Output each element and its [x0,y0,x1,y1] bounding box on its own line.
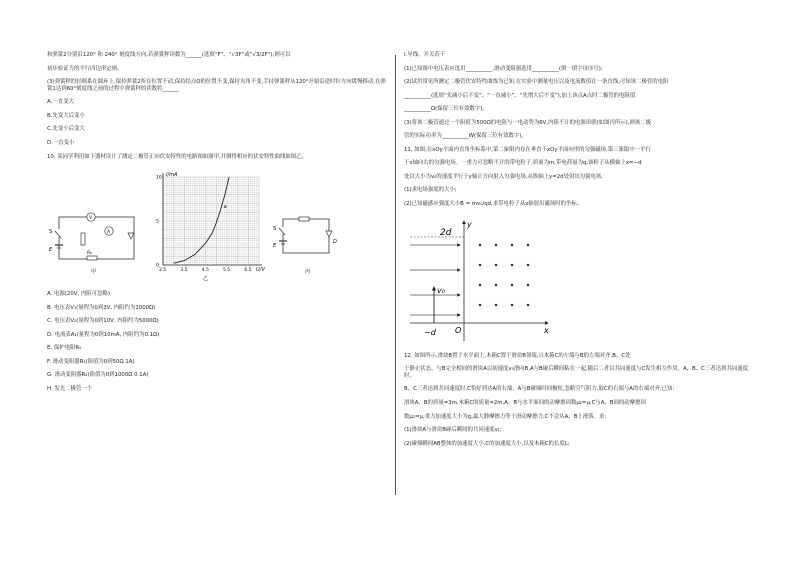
label-d: D [333,239,337,246]
rheostat-symbol [81,233,85,245]
q10-part2-line2: __________(选填“先减小后不变”、“一直减小”、“先增大后不变”),加上该点A点时二极管的电阻值 [404,92,636,99]
y-tick-label: 5 [156,219,159,225]
item-h: H. 发光二极管一个 [47,385,93,392]
q10-figures [47,167,387,285]
label-e-2: E [273,243,277,250]
q10-part2-line1: (2)试用常见所测定二极管伏安特性曲线为已知,在实验中测量电压以及电流数值在一条直线,可知该二极管的电阻 [404,79,669,86]
label-a: A [107,230,111,236]
y-tick-label: 0 [156,263,159,269]
q12-stem-line3: B、C三者达到共同速度时,C恰好到达A的右端。A与B碰撞时间极短,忽略空气阻力,取C的右端与A的右端对齐,已知: [404,386,675,393]
diode-symbol [128,233,134,239]
q10-part1: (1)已知图中电压表应选用__________,滑动变阻器选用__________(填一填字母序号); [404,65,603,72]
label-x: x [544,325,549,335]
iv-chart [149,167,267,283]
electric-field-lines [410,245,460,315]
q11-part2: (2)已知磁感应强度大小B = mv₀/qd,求带电粒子从x轴射出磁场时的坐标。 [404,201,583,208]
right-column [404,52,749,454]
x-tick-label: 5.5 [223,268,231,274]
q12-stem-line1: 12. 如图所示,滑块B置于水平面上,木箱C置于滑块B顶端,且木箱C的左端与B的左端对齐,B、C处 [404,352,631,359]
label-origin: O [455,325,462,335]
label-r0: R₀ [87,251,92,257]
q12-part2: (2)碰撞瞬间AB整体的加速度大小,C的加速度大小,以及木箱C的长度L; [404,440,570,447]
x-tick-label: 3.5 [180,268,188,274]
x-tick-label: 2.5 [159,268,167,274]
q12-part1: (1)滑块A与滑块B碰后瞬间的共同速度v₁; [404,427,502,434]
q10-part2-line3: __________Ω(保留三位有效数字)。 [404,106,488,113]
x-axis-label: U/V [256,267,265,274]
caption-bing: 丙 [305,269,311,276]
option-c: C.先变小后变大 [47,126,85,133]
label-s-2: S [273,226,277,233]
q11-stem-line2: 于x轴向右的匀强电场。一重力可忽略不计的带电粒子,质量为m,带电荷量为q,该粒子从横轴上x=−d [404,160,642,167]
diode-symbol-2 [326,231,332,237]
x-tick-label: 6.5 [244,268,252,274]
label-v0: v₀ [437,285,445,295]
column-divider [395,55,396,495]
option-a: A.一直变大 [47,99,74,106]
q11-stem-line3: 处以大小为v₀的速度平行于y轴正方向射入匀强电场,从纵轴上y=2d处射出匀强电场。 [404,173,607,180]
magnetic-field-dots [479,243,529,305]
caption-jia: 甲 [91,269,97,276]
q9-continuation-line1: 和弹簧2分别沿120° 和 240° 刻度线方向,若弹簧秤读数为______(选填“F”、“√3F”或“√3/2F”),则可以 [47,52,291,58]
caption-yi: 乙 [203,276,209,283]
y-axis-label: I/mA [166,172,178,179]
q10-part3-line1: (3)将该二极管通过一个阻值为500Ω的电阻与一电动势为6V,内阻不计的电源串联(如图丙所示),则该二极 [404,119,652,126]
q9-continuation-line2: 初步验证力的平行四边形定则。 [47,65,123,72]
resistor-symbol-2 [299,217,309,221]
q10-stem: 10. 某同学利用如下器材设计了测定二极管正向伏安特性的电路图如图甲,并测得相应的伏安特性曲线如图乙。 [47,153,307,160]
item-f: F. 滑动变阻器R₁(阻值为0到50Ω 1A) [47,358,135,365]
item-d: D. 电流表A₁(量程为0到10mA, 内阻约为0.1Ω) [47,331,160,338]
y-tick-label: 10 [156,175,162,181]
option-b: B.先变大后变小 [47,112,85,119]
curve-label: a [223,203,227,210]
item-c: C. 电压表V₂(量程为0到10V, 内阻约为5000Ω) [47,318,159,325]
q10-part3-line2: 管的实际功率为__________W(保留三位有效数字)。 [404,133,527,140]
item-i: I.导线、开关若干 [404,52,446,58]
label-v: V [89,216,93,222]
q11-part1: (1)求电场强度的大小; [404,187,457,194]
chart-grid [163,177,259,265]
q12-stem-line4: 滑块A、B的质量=3m,木箱C的质量=2m,A、B与水平面间的动摩擦因数μ₁=μ,C与A、B间的动摩擦因 [404,399,646,406]
item-e: E. 保护电阻R₀ [47,345,82,352]
q12-stem-line2: 于静止状态。与B完全相同的滑块A以初速度v₀滑向B,A与B碰后瞬间粘在一起,随后二者以共同速度与C发生相互作用。A、B、C三者达到共同速度时, [404,366,749,379]
q12-stem-line5: 数μ₂=μ,重力加速度大小为g,最大静摩擦力等于滑动摩擦力,C不会从A、B上滑落。求: [404,413,607,420]
item-g: G. 滑动变阻器R₂(阻值为0到1000Ω 0.1A) [47,372,149,379]
option-d: D.一直变小 [47,140,75,147]
label-s: S [49,229,53,236]
label-y: y [467,219,472,229]
circuit-jia [47,211,142,277]
circuit-bing [271,211,343,277]
left-column [47,52,387,400]
resistor-r0-symbol [87,256,97,260]
field-figure [404,215,749,345]
item-b: B. 电压表V₁(量程为0到3V, 内阻约为1000Ω) [47,304,156,311]
q11-stem-line1: 11. 如图,在xOy平面内直角坐标系中,第二象限内存在垂直于xOy平面向里的匀强磁场,第三象限中一平行 [404,146,651,153]
item-a: A. 电源(20V, 内阻可忽略) [47,291,110,298]
label-minus-d: −d [424,327,436,337]
label-2d: 2d [440,227,452,238]
x-tick-label: 4.5 [201,268,209,274]
q9-part3: (3)弹簧秤的轻绳系在圆环上,保持弹簧2所在位置不动,保持结点O的位置不变,保持夹角不变,手持弹簧秤从120°开始沿逆时针方向缓慢移动,在弹簧1达到60°刻度线之前的过程中弹簧秤的读数将______ [47,79,386,92]
label-e: E [49,247,53,254]
field-diagram [404,215,554,343]
